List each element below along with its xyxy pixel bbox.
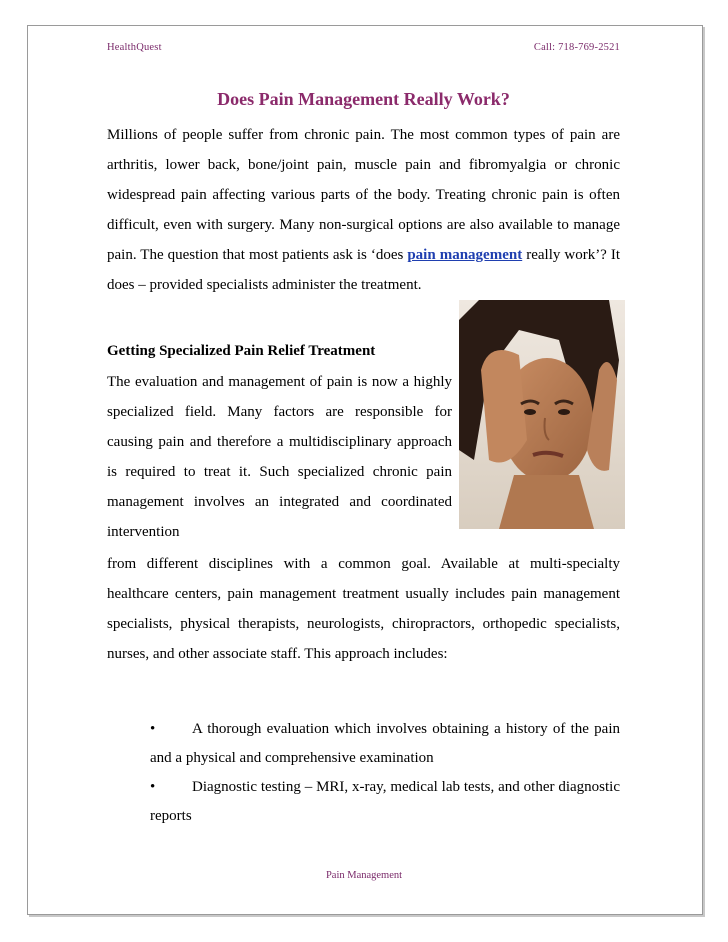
- list-item: [150, 773, 620, 831]
- list-item: [150, 715, 620, 773]
- document-title: Does Pain Management Really Work?: [217, 89, 510, 109]
- header-company-name: HealthQuest: [107, 42, 162, 53]
- section-paragraph-narrow: The evaluation and management of pain is now a highly specialized field. Many factors are responsible for causing pain and therefore a multidisciplinary approach is required to treat it. Such specialized chronic pain management involves an integrated and coordinated intervention: [107, 374, 452, 540]
- page-footer: Pain Management: [325, 870, 403, 881]
- header-phone: Call: 718-769-2521: [533, 42, 620, 53]
- section-paragraph-full: from different disciplines with a common goal. Available at multi-specialty healthcare centers, pain management treatment usually includes pain management specialists, physical therapists, neurologists, chiropractors, orthopedic specialists, nurses, and other associate staff. This approach includes:: [107, 556, 620, 662]
- bullet-marker: •: [150, 779, 156, 795]
- pain-management-link[interactable]: pain management: [407, 247, 523, 263]
- bullet-text: Diagnostic testing – MRI, x-ray, medical lab tests, and other diagnostic reports: [150, 779, 620, 824]
- intro-text-start: Millions of people suffer from chronic pain. The most common types of pain are arthritis, lower back, bone/joint pain, muscle pain and fibromyalgia or chronic widespread pain affecting various parts of the body. Treating chronic pain is often difficult, even with surgery. Many non-surgical options are also available to manage pain. The question that most patients ask is ‘does: [107, 127, 620, 263]
- bullet-marker: •: [150, 721, 156, 737]
- intro-text-end: really work’? It does – provided specialists administer the treatment.: [107, 247, 621, 293]
- bullet-text: A thorough evaluation which involves obtaining a history of the pain and a physical and comprehensive examination: [150, 721, 620, 766]
- woman-headache-photo: [459, 300, 625, 529]
- section-heading: Getting Specialized Pain Relief Treatment: [107, 343, 376, 359]
- woman-with-headache-photo-icon: [459, 300, 625, 529]
- bullet-list: [150, 715, 620, 831]
- intro-paragraph: [107, 120, 620, 300]
- page-header: [107, 42, 620, 53]
